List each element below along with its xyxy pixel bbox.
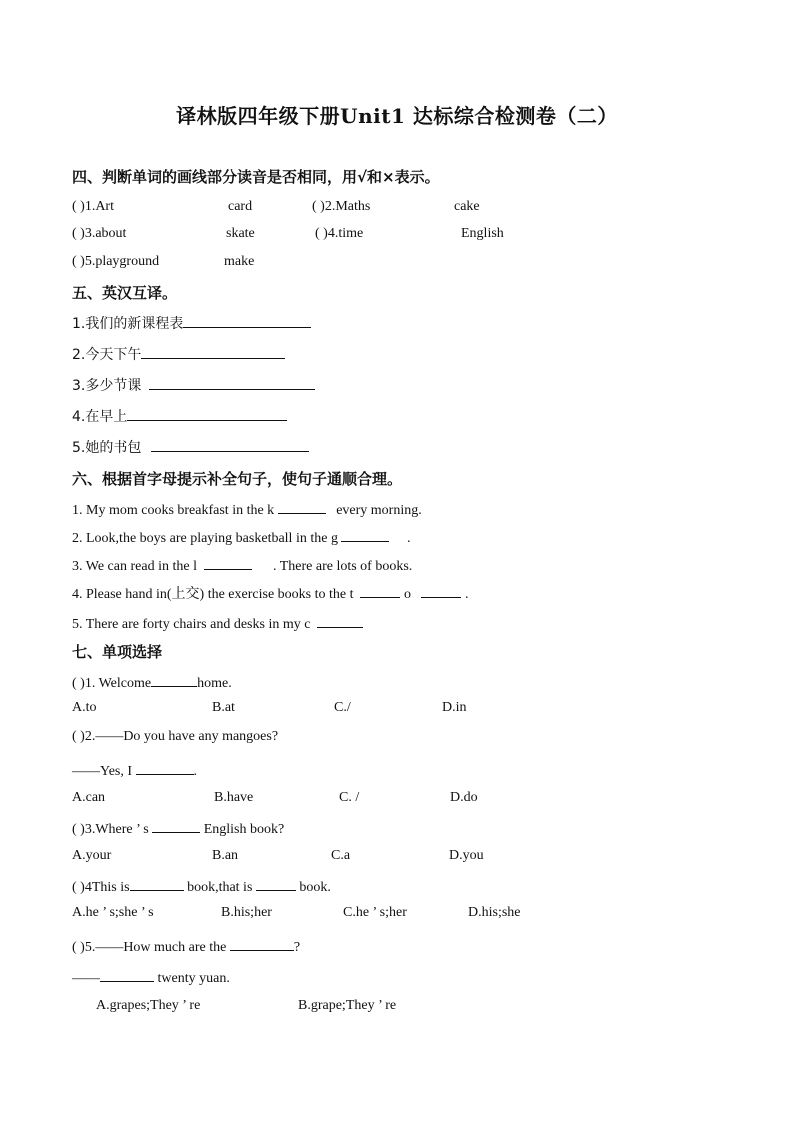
s7-q3-option-c: C.a: [331, 848, 351, 863]
answer-blank[interactable]: [278, 499, 326, 514]
page-title: 译林版四年级下册Unit1 达标综合检测卷（二）: [176, 104, 618, 128]
answer-blank[interactable]: [130, 876, 184, 891]
s5-item-1: 1.我们的新课程表: [72, 313, 311, 333]
answer-blank[interactable]: [136, 760, 194, 775]
s5-item-2: 2.今天下午: [72, 344, 285, 364]
s7-q2-option-a: A.can: [72, 790, 106, 805]
section-7-heading: 七、单项选择: [72, 643, 163, 661]
s6-item-2: 2. Look,the boys are playing basketball in the g .: [72, 527, 410, 547]
answer-blank[interactable]: [204, 555, 252, 570]
s6-item-1: 1. My mom cooks breakfast in the k every morning.: [72, 499, 422, 519]
s7-q1-option-d: D.in: [442, 700, 467, 715]
s6-item-3: 3. We can read in the l . There are lots of books.: [72, 555, 412, 575]
answer-blank[interactable]: [256, 876, 296, 891]
s7-q2-option-d: D.do: [450, 790, 478, 805]
answer-blank[interactable]: [141, 344, 285, 359]
answer-blank[interactable]: [421, 583, 461, 598]
s7-q5-option-b: B.grape;They ’ re: [298, 998, 397, 1013]
s5-item-3: 3.多少节课: [72, 375, 315, 395]
section-6-heading: 六、根据首字母提示补全句子，使句子通顺合理。: [72, 470, 403, 488]
answer-blank[interactable]: [317, 613, 363, 628]
s4-w4: English: [461, 226, 504, 241]
answer-blank[interactable]: [152, 818, 200, 833]
s5-item-4: 4.在早上: [72, 406, 287, 426]
s7-q4-option-d: D.his;she: [468, 905, 521, 920]
s7-q3-option-b: B.an: [212, 848, 239, 863]
answer-blank[interactable]: [151, 437, 309, 452]
answer-blank[interactable]: [127, 406, 287, 421]
answer-blank[interactable]: [151, 672, 197, 687]
s7-q4-option-b: B.his;her: [221, 905, 272, 920]
s7-q1-option-a: A.to: [72, 700, 97, 715]
answer-blank[interactable]: [360, 583, 400, 598]
s4-q4: ( )4.time: [315, 226, 364, 241]
s7-q4-option-c: C.he ’ s;her: [343, 905, 407, 920]
answer-blank[interactable]: [100, 967, 154, 982]
s7-q3-stem: ( )3.Where ’ s English book?: [72, 818, 284, 838]
s7-q3-option-d: D.you: [449, 848, 484, 863]
s7-q1-option-b: B.at: [212, 700, 235, 715]
s7-q2-option-b: B.have: [214, 790, 254, 805]
s4-q5: ( )5.playground: [72, 254, 160, 269]
s7-q1-option-c: C./: [334, 700, 351, 715]
s6-item-5: 5. There are forty chairs and desks in my c: [72, 613, 363, 633]
section-4-heading: 四、判断单词的画线部分读音是否相同，用√和×表示。: [72, 168, 440, 186]
s4-q1: ( )1.Art: [72, 199, 114, 214]
answer-blank[interactable]: [149, 375, 315, 390]
s4-q3: ( )3.about: [72, 226, 127, 241]
s7-q1-stem: ( )1. Welcome home.: [72, 672, 232, 692]
s7-q2-option-c: C. /: [339, 790, 360, 805]
s4-w5: make: [224, 254, 255, 269]
s5-item-5: 5.她的书包: [72, 437, 309, 457]
s7-q3-option-a: A.your: [72, 848, 112, 863]
answer-blank[interactable]: [230, 936, 294, 951]
s7-q5-reply: —— twenty yuan.: [72, 967, 230, 987]
s6-item-4: 4. Please hand in(上交) the exercise books to the t o .: [72, 583, 468, 603]
s4-w3: skate: [226, 226, 255, 241]
s4-w1: card: [228, 199, 253, 214]
s7-q5-option-a: A.grapes;They ’ re: [96, 998, 201, 1013]
s7-q5-stem: ( )5.——How much are the ?: [72, 936, 300, 956]
s4-w2: cake: [454, 199, 480, 214]
answer-blank[interactable]: [341, 527, 389, 542]
section-5-heading: 五、英汉互译。: [72, 284, 178, 302]
s7-q4-option-a: A.he ’ s;she ’ s: [72, 905, 154, 920]
s7-q2-stem: ( )2.——Do you have any mangoes?: [72, 729, 279, 744]
s4-q2: ( )2.Maths: [312, 199, 371, 214]
answer-blank[interactable]: [183, 313, 311, 328]
s7-q2-reply: ——Yes, I .: [72, 760, 197, 780]
s7-q4-stem: ( )4This is book,that is book.: [72, 876, 331, 896]
